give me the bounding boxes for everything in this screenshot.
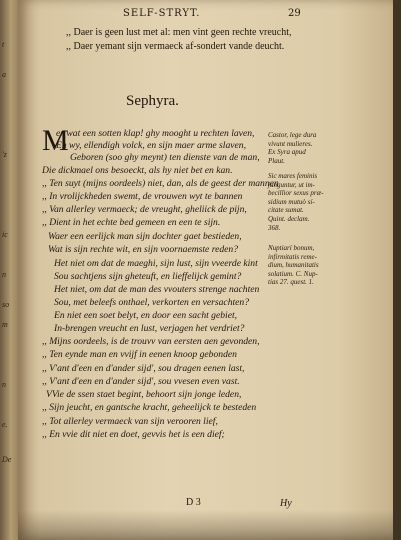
catchword: Hy xyxy=(280,498,292,509)
margin-note xyxy=(268,172,324,232)
facing-page-fragment: n xyxy=(2,380,6,389)
margin-note-line: vivunt mulieres. xyxy=(268,139,313,148)
verse-line: ,, Ten eynde man en vvijf in eenen knoop gebonden xyxy=(42,349,237,360)
margin-note-line: Castor, lege dura xyxy=(268,131,317,139)
facing-page-fragment: e. xyxy=(2,420,8,429)
book-edge-shadow xyxy=(393,0,401,540)
verse-line: Die dickmael ons besoeckt, als hy niet bet en kan. xyxy=(42,165,233,176)
margin-note-line: Quint. declam. xyxy=(268,214,310,223)
verse-line: Sou, met beleefs onthael, verkorten en versachten? xyxy=(54,297,250,308)
margin-note-line: becillior sexus præ- xyxy=(268,189,324,198)
margin-note-line: Ex Syra apud xyxy=(268,148,306,157)
signature-mark: D 3 xyxy=(186,497,201,508)
margin-note xyxy=(268,131,316,165)
verse-line: ,, Dient in het echte bed gemeen en een te sijn. xyxy=(42,217,221,228)
verse-line: ,, Sijn jeucht, en gantsche kracht, geheelijck te besteden xyxy=(42,402,257,413)
verse-line: Waer een eerlijck man sijn dochter gaet bestieden, xyxy=(48,231,242,242)
margin-note-line: Plaut. xyxy=(268,156,285,165)
verse-line: ,, Van allerley vermaeck; de vreught, gheliick de pijn, xyxy=(42,204,247,215)
verse-line: ,, In vrolijckheden swemt, de vrouwen wyt te bannen xyxy=(42,191,243,202)
verse-line: VVie de ssen staet begint, behoort sijn jonge leden, xyxy=(46,389,242,400)
margin-note-line: tias 27. quest. 1. xyxy=(268,278,314,287)
verse-line: Het niet, om dat de man des vvouters strenge nachten xyxy=(54,284,260,295)
book-page xyxy=(18,0,394,540)
drop-cap: M xyxy=(42,124,69,157)
margin-note-line: Nuptiarí bonum, xyxy=(268,244,315,252)
verse-line: Sou sachtjens sijn gheteuft, en lieffelijck gemint? xyxy=(54,271,242,282)
margin-note-line: 368. xyxy=(268,223,281,232)
margin-note-line: junguntur, ut im- xyxy=(268,180,315,189)
verse-line: Geboren (soo ghy meynt) ten dienste van de man, xyxy=(70,152,260,163)
verse-line: ,, V'ant d'een en d'ander sijd', sou dragen eenen last, xyxy=(42,363,245,374)
margin-note-line: dium, humanitatis xyxy=(268,261,319,270)
verse-line: ,, Mijns oordeels, is de trouvv van eersten aen gevonden, xyxy=(42,336,260,347)
verse-line: ,, Ten suyt (mijns oordeels) niet, dan, als de geest der mannen xyxy=(42,178,279,189)
verse-line: En niet een soet belyt, en door een sacht gebiet, xyxy=(54,310,238,321)
facing-page-fragment: 'z xyxy=(2,150,7,159)
running-head: SELF-STRYT. xyxy=(123,8,201,19)
page-number: 29 xyxy=(288,8,301,19)
verse-line: ,, En vvie dit niet en doet, gevvis het is een dief; xyxy=(42,429,225,440)
verse-line: er wat een sotten klap! ghy mooght u rechten laven, xyxy=(56,128,255,139)
verse-line: Het niet om dat de maeghi, sijn lust, sijn vveerde kint xyxy=(54,258,258,269)
verse-line: En wy, ellendigh volck, en sijn maer arme slaven, xyxy=(56,140,246,151)
facing-page-fragment: ic xyxy=(2,230,8,239)
page-header xyxy=(18,8,394,22)
intro-line-2: ,, Daer yemant sijn vermaeck af-sondert vande deucht. xyxy=(66,41,285,52)
facing-page-fragment: t xyxy=(2,40,5,49)
margin-note xyxy=(268,244,319,287)
verse-line: ,, Tot allerley vermaeck van sijn verooren lief, xyxy=(42,416,218,427)
margin-note-line: citate sumat. xyxy=(268,206,304,215)
page-shadow xyxy=(18,510,394,540)
margin-note-line: solatium. C. Nup- xyxy=(268,269,318,278)
verse-line: Wat is sijn rechte wit, en sijn voornaemste reden? xyxy=(48,244,238,255)
facing-page-fragment: m xyxy=(2,320,8,329)
section-title: Sephyra. xyxy=(126,93,179,109)
facing-page-fragment: n xyxy=(2,270,6,279)
facing-page-fragment: so xyxy=(2,300,10,309)
verse-line: In-brengen vreucht en lust, verjagen het verdriet? xyxy=(54,323,245,334)
facing-page-fragment: De xyxy=(2,455,12,464)
margin-note-line: infirmitatis reme- xyxy=(268,252,317,261)
verse-line: ,, V'ant d'een en d'ander sijd', sou vvesen even vast. xyxy=(42,376,240,387)
margin-note-line: Sic mares feminis xyxy=(268,172,318,180)
facing-page-fragment: a xyxy=(2,70,6,79)
margin-note-line: sidium mutuò sí- xyxy=(268,197,315,206)
intro-line-1: ,, Daer is geen lust met al: men vint geen rechte vreucht, xyxy=(66,27,292,38)
